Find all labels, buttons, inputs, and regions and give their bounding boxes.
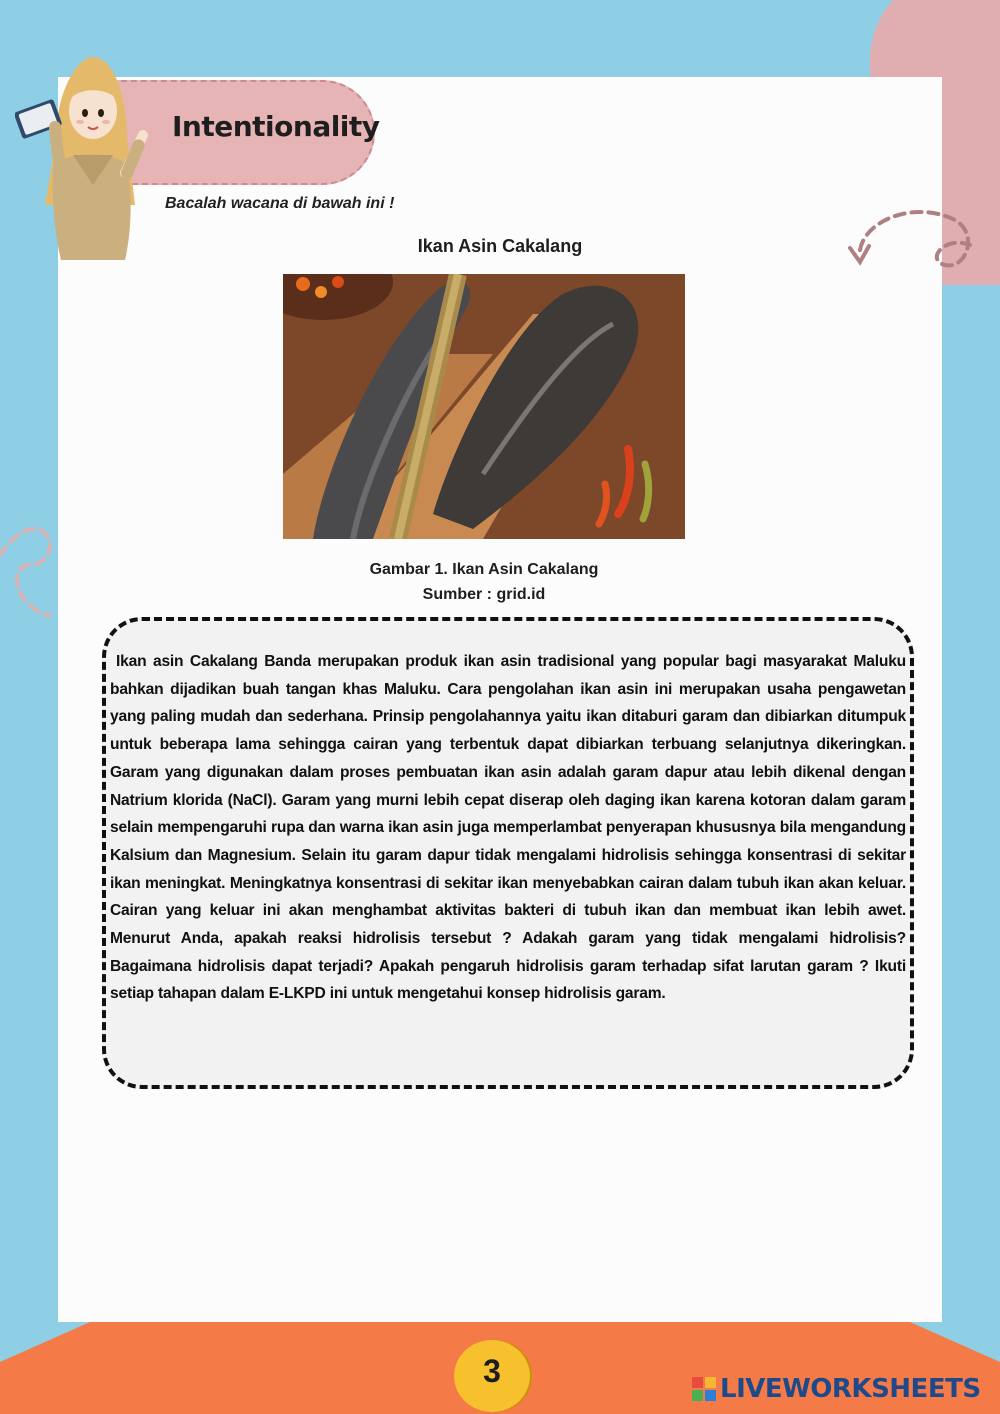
figure-source: Sumber : grid.id [422,586,546,603]
article-title: Ikan Asin Cakalang [417,236,583,256]
liveworksheets-logo[interactable] [692,1372,981,1406]
reading-instruction: Bacalah wacana di bawah ini ! [165,195,395,212]
dried-fish-photo [283,274,685,539]
footer-wedge-left [0,1322,90,1362]
liveworksheets-logo-icon [692,1377,716,1401]
teacher-illustration-icon [15,55,155,265]
figure-caption: Gambar 1. Ikan Asin Cakalang [369,561,599,578]
footer-wedge-right [910,1322,1000,1362]
brand-name: LIVEWORKSHEETS [720,1374,981,1404]
section-title: Intentionality [172,110,380,143]
reading-passage-text: Ikan asin Cakalang Banda merupakan produk ikan asin tradisional yang popular bagi masyarakat Maluku bahkan dijadikan buah tangan khas Maluku. Cara pengolahan ikan asin ini merupakan usaha pengawetan yang paling mudah dan sederhana. Prinsip pengolahannya yaitu ikan ditaburi garam dan dibiarkan ditumpuk untuk beberapa lama sehingga cairan yang terbentuk dapat dibiarkan terbuang selanjutnya dikeringkan. Garam yang digunakan dalam proses pembuatan ikan asin adalah garam dapur atau lebih dikenal dengan Natrium klorida (NaCl). Garam yang murni lebih cepat diserap oleh daging ikan karena kotoran dalam garam selain mempengaruhi rupa dan warna ikan asin juga memperlambat penyerapan khususnya bila mengandung Kalsium dan Magnesium. Selain itu garam dapur tidak mengalami hidrolisis sehingga konsentrasi di sekitar ikan meningkat. Meningkatnya konsentrasi di sekitar ikan menyebabkan cairan dalam tubuh ikan akan keluar. Cairan yang keluar ini akan menghambat aktivitas bakteri di tubuh ikan dan membuat ikan lebih awet. Menurut Anda, apakah reaksi hidrolisis tersebut ? Adakah garam yang tidak mengalami hidrolisis? Bagaimana hidrolisis dapat terjadi? Apakah pengaruh hidrolisis garam terhadap sifat larutan garam ? Ikuti setiap tahapan dalam E-LKPD ini untuk mengetahui konsep hidrolisis garam. [110,653,906,1003]
page-number: 3 [483,1353,501,1389]
